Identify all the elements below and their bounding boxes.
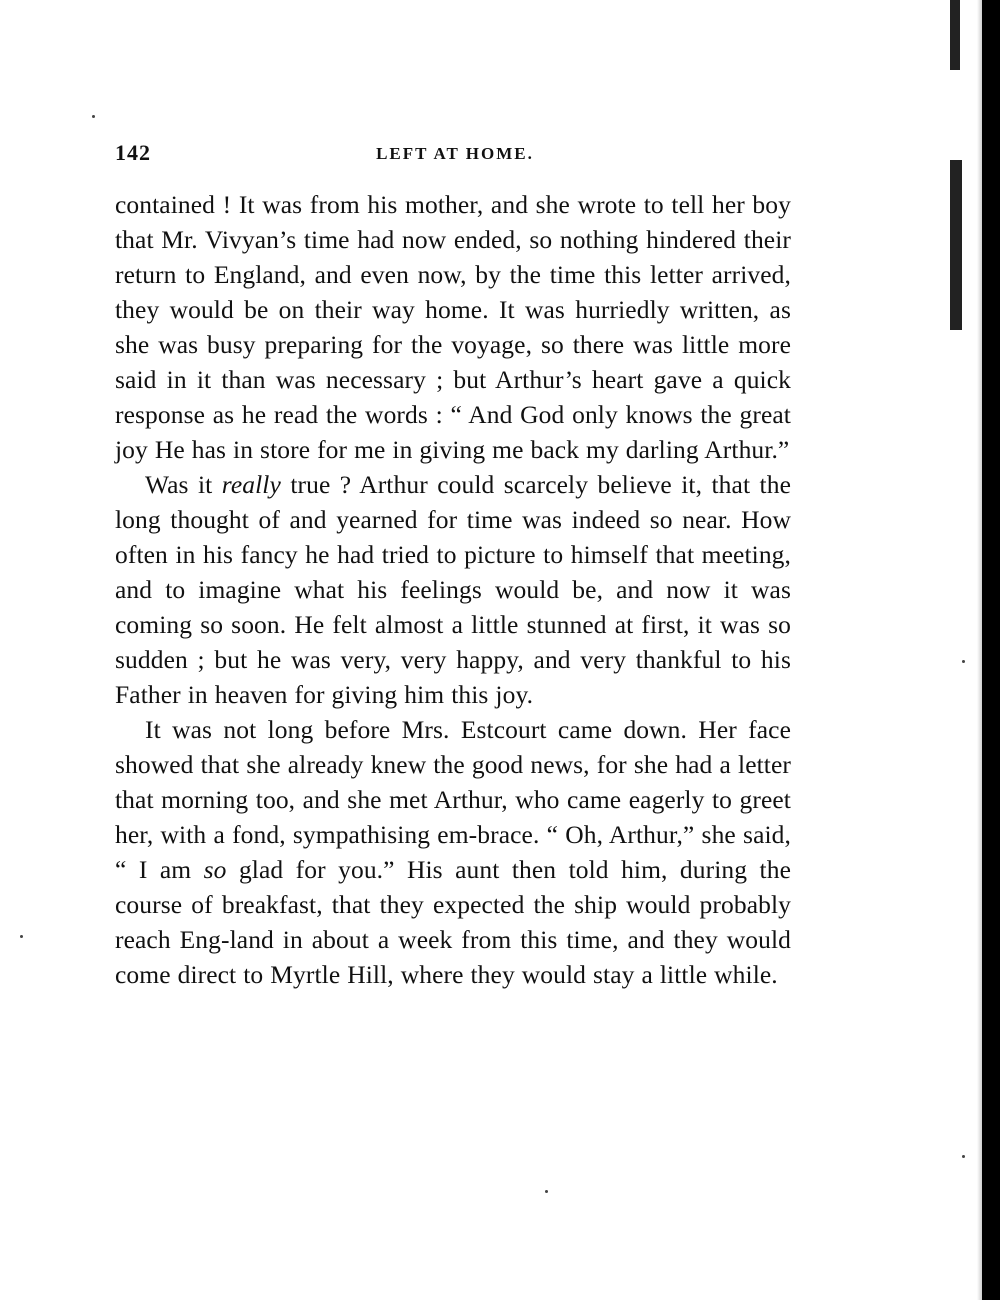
paragraph-2 bbox=[115, 467, 791, 712]
paragraph-3-text-end: glad for you.” His aunt then told him, during the course of breakfast, that they expected the ship would probably reach Eng-land in about a week from this time, and they would come direct to Myrtle Hill, where they would stay a little while. bbox=[115, 855, 791, 989]
paragraph-2-text-start: Was it bbox=[145, 470, 222, 499]
binding-edge bbox=[982, 0, 1000, 1300]
page-header bbox=[115, 140, 795, 172]
emphasis-really: really bbox=[221, 470, 281, 499]
emphasis-so: so bbox=[203, 855, 227, 884]
scan-speck bbox=[962, 660, 965, 663]
paragraph-3-text-start: It was not long before Mrs. Estcourt came down. Her face showed that she already knew the good news, for she had a letter that morning too, and she met Arthur, who came eagerly to greet her, with a fond, sympathising em-brace. “ Oh, Arthur,” she said, “ I am bbox=[115, 715, 791, 884]
paragraph-2-text-end: true ? Arthur could scarcely believe it, that the long thought of and yearned for time was indeed so near. How often in his fancy he had tried to picture to himself that meeting, and to imagine what his feelings would be, and now it was coming so soon. He felt almost a little stunned at first, it was so sudden ; but he was very, very happy, and very thankful to his Father in heaven for giving him this joy. bbox=[115, 470, 791, 709]
paragraph-1: contained ! It was from his mother, and she wrote to tell her boy that Mr. Vivyan’s time had now ended, so nothing hindered their return to England, and even now, by the time this letter arrived, they would be on their way home. It was hurriedly written, as she was busy preparing for the voyage, so there was little more said in it than was necessary ; but Arthur’s heart gave a quick response as he read the words : “ And God only knows the great joy He has in store for me in giving me back my darling Arthur.” bbox=[115, 190, 791, 464]
scan-speck bbox=[545, 1190, 548, 1193]
running-title: LEFT AT HOME. bbox=[376, 144, 534, 163]
body-text bbox=[115, 187, 791, 992]
scan-speck bbox=[962, 1155, 965, 1158]
scan-speck bbox=[20, 935, 23, 938]
page-number: 142 bbox=[115, 140, 151, 165]
scan-artifact-middle bbox=[950, 160, 962, 330]
scan-artifact-top bbox=[950, 0, 960, 70]
paragraph-3 bbox=[115, 712, 791, 992]
scan-speck bbox=[92, 115, 95, 118]
